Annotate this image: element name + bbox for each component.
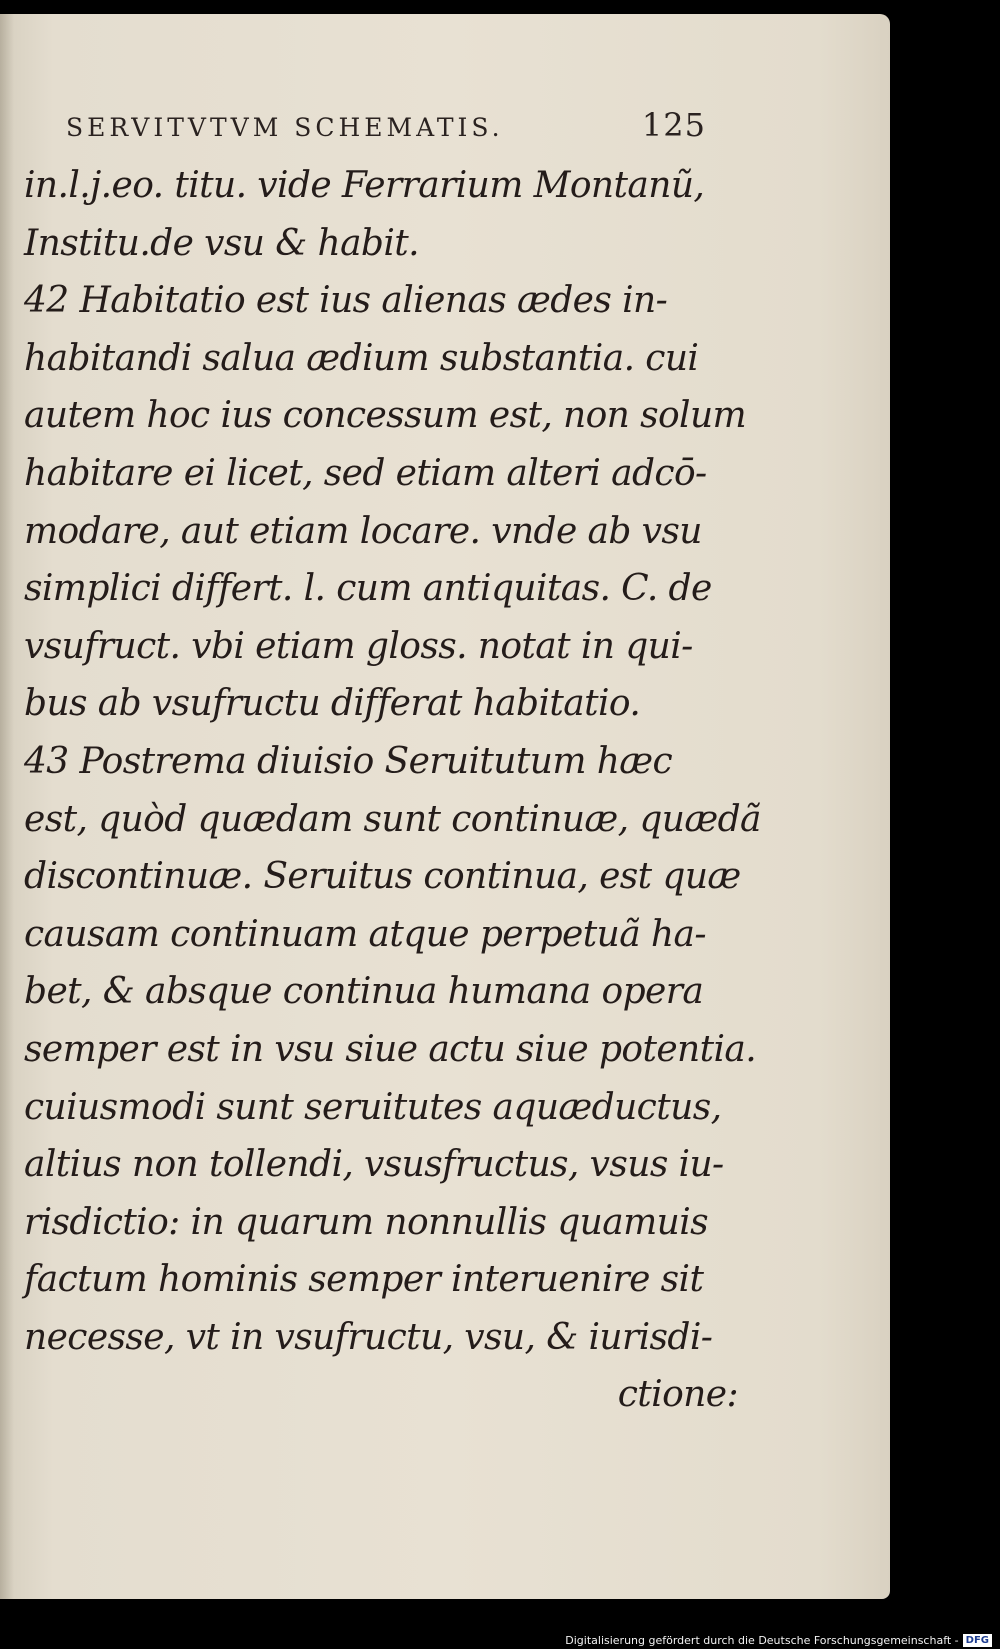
running-head (66, 106, 706, 144)
page-number: 125 (641, 106, 706, 144)
funding-note: Digitalisierung gefördert durch die Deutsche Forschungsgemeinschaft - (565, 1634, 959, 1647)
text-line: causam continuam atque perpetuã ha- (24, 913, 706, 955)
text-line: necesse, vt in vsufructu, vsu, & iurisdi- (24, 1316, 713, 1358)
text-line: simplici differt. l. cum antiquitas. C. de (24, 568, 712, 610)
text-line: 43 Postrema diuisio Seruitutum hæc (24, 740, 673, 782)
text-line: est, quòd quædam sunt continuæ, quædã (24, 798, 761, 840)
text-line: factum hominis semper interuenire sit (24, 1259, 704, 1301)
running-title: SERVITVTVM SCHEMATIS. (66, 113, 504, 142)
text-line: bet, & absque continua humana opera (24, 971, 704, 1013)
text-line: 42 Habitatio est ius alienas ædes in- (24, 280, 668, 322)
text-line: in.l.j.eo. titu. vide Ferrarium Montanũ, (24, 165, 705, 206)
catchword: ctione: (617, 1374, 738, 1416)
text-line: vsufruct. vbi etiam gloss. notat in qui- (24, 625, 693, 667)
text-line: bus ab vsufructu differat habitatio. (24, 683, 641, 725)
text-line: semper est in vsu siue actu siue potentia. (24, 1028, 757, 1070)
text-line: habitandi salua ædium substantia. cui (24, 337, 699, 379)
text-line: modare, aut etiam locare. vnde ab vsu (24, 510, 702, 552)
text-line: discontinuæ. Seruitus continua, est quæ (24, 856, 741, 898)
book-page (0, 14, 890, 1599)
dfg-logo: DFG (963, 1634, 992, 1647)
body-text (24, 157, 761, 1424)
text-line: cuiusmodi sunt seruitutes aquæductus, (24, 1086, 722, 1128)
text-line: altius non tollendi, vsusfructus, vsus iu- (24, 1144, 724, 1186)
digitization-footer (565, 1634, 992, 1647)
text-line: Institu.de vsu & habit. (24, 222, 419, 264)
text-line: autem hoc ius concessum est, non solum (24, 395, 747, 437)
text-line: habitare ei licet, sed etiam alteri adcō- (24, 452, 707, 494)
text-line: risdictio: in quarum nonnullis quamuis (24, 1201, 709, 1243)
